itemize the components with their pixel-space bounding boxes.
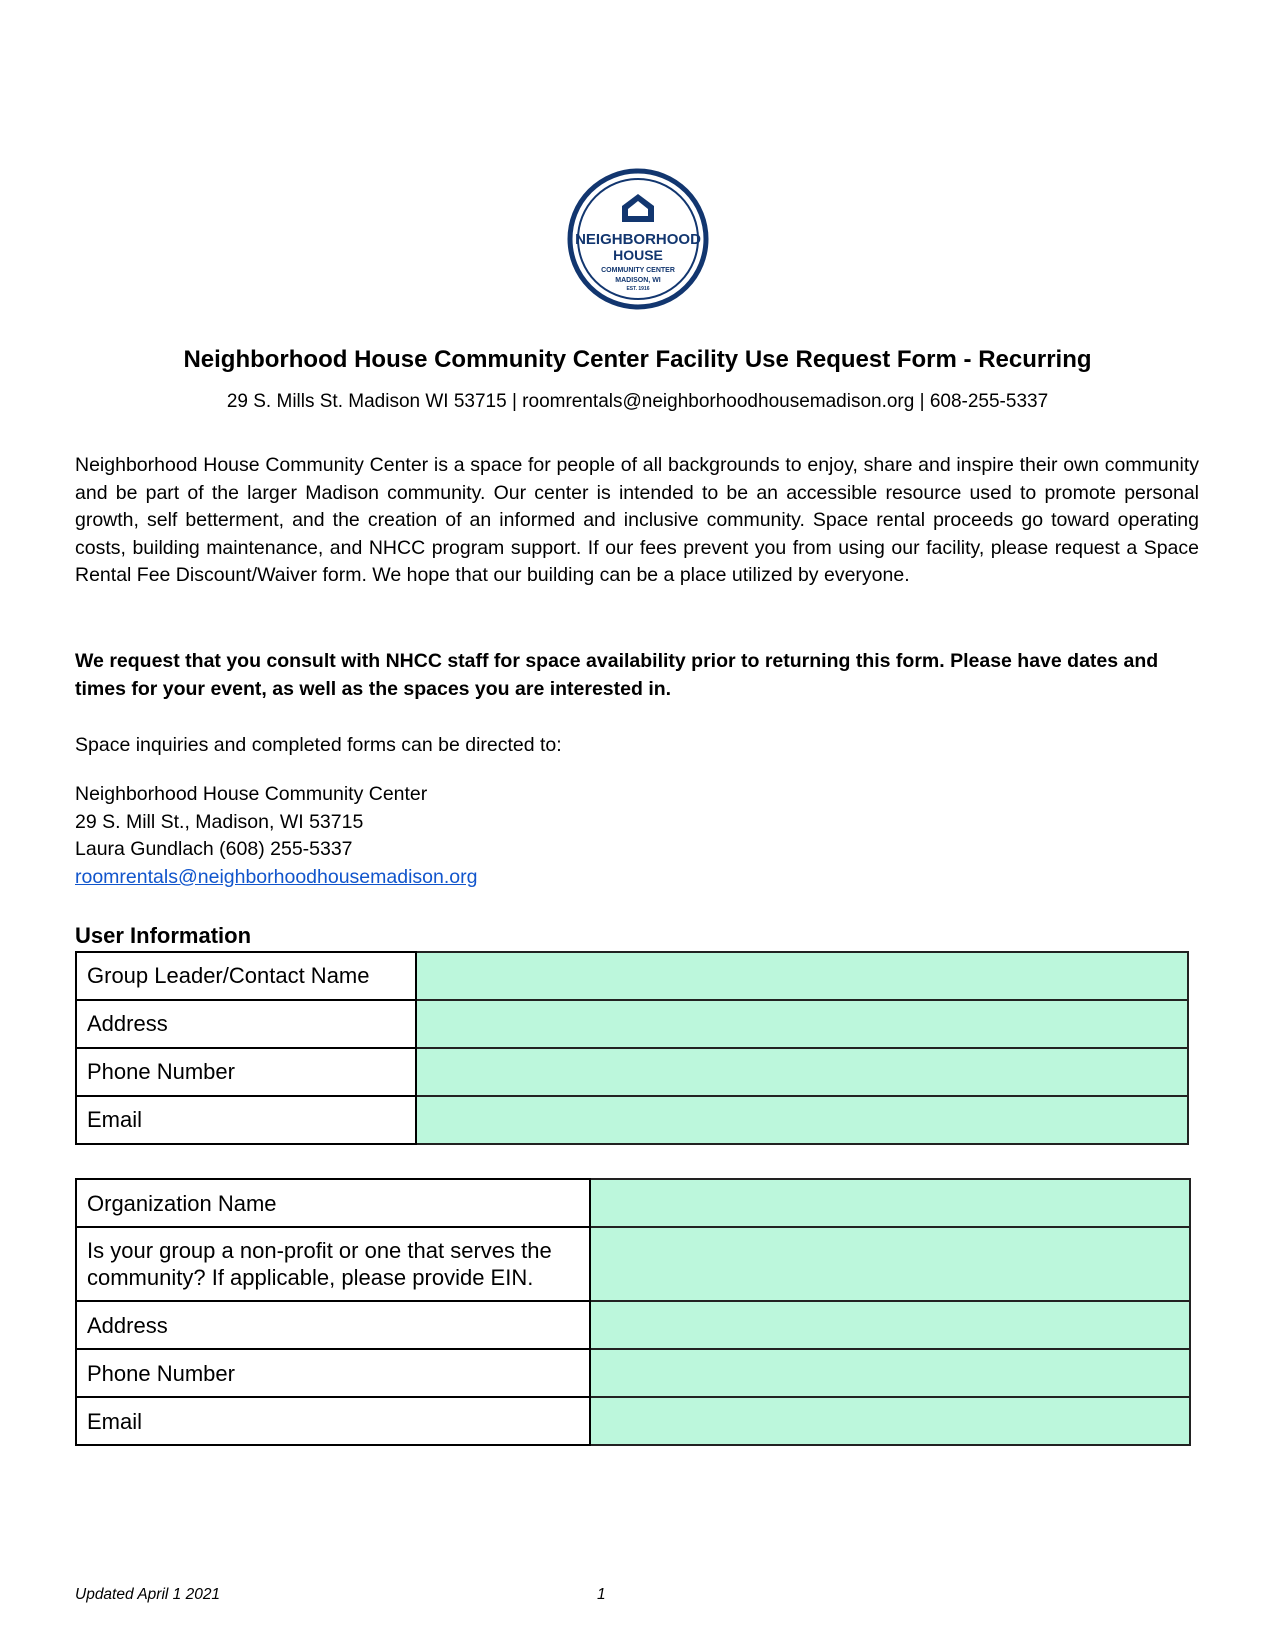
organization-name-field[interactable] [590, 1179, 1190, 1227]
field-label: Organization Name [76, 1179, 590, 1227]
logo-line4: MADISON, WI [615, 277, 661, 284]
org-phone-field[interactable] [590, 1349, 1190, 1397]
org-address-field[interactable] [590, 1301, 1190, 1349]
field-label: Phone Number [76, 1048, 416, 1096]
form-subtitle: 29 S. Mills St. Madison WI 53715 | roomrentals@neighborhoodhousemadison.org | 608-255-5337 [226, 391, 1049, 412]
inquiries-text: Space inquiries and completed forms can be directed to: [75, 734, 562, 756]
table-row [76, 1349, 1190, 1397]
user-info-table [75, 951, 1189, 1145]
logo-line3: COMMUNITY CENTER [601, 267, 675, 274]
table-row [76, 1048, 1188, 1096]
email-field[interactable] [416, 1096, 1188, 1144]
address-field[interactable] [416, 1000, 1188, 1048]
table-row [76, 952, 1188, 1000]
table-row [76, 1397, 1190, 1445]
field-label: Address [76, 1000, 416, 1048]
field-label: Email [76, 1397, 590, 1445]
footer-updated: Updated April 1 2021 [75, 1586, 221, 1603]
field-label: Address [76, 1301, 590, 1349]
contact-address: 29 S. Mill St., Madison, WI 53715 [75, 810, 364, 833]
page-number: 1 [597, 1586, 606, 1603]
notice-paragraph: We request that you consult with NHCC staff for space availability prior to returning this form. Please have dates and times for your event, as well as the spaces you are interested in. [75, 650, 1159, 700]
form-title: Neighborhood House Community Center Facility Use Request Form - Recurring [183, 346, 1092, 373]
user-info-title: User Information [75, 923, 252, 948]
table-row [76, 1301, 1190, 1349]
table-row [76, 1179, 1190, 1227]
contact-person: Laura Gundlach (608) 255-5337 [75, 838, 353, 861]
org-email-field[interactable] [590, 1397, 1190, 1445]
table-row [76, 1000, 1188, 1048]
table-row [76, 1096, 1188, 1144]
intro-paragraph: Neighborhood House Community Center is a space for people of all backgrounds to enjoy, share and inspire their own community and be part of the larger Madison community. Our center is intended to be an accessible resource used to promote personal growth, self betterment, and the creation of an informed and inclusive community. Space rental proceeds go toward operating costs, building maintenance, and NHCC program support. If our fees prevent you from using our facility, please request a Space Rental Fee Discount/Waiver form. We hope that our building can be a place utilized by everyone. [75, 454, 1199, 587]
logo-line2: HOUSE [613, 247, 663, 263]
contact-email-link[interactable]: roomrentals@neighborhoodhousemadison.org [75, 865, 478, 888]
logo-line1: NEIGHBORHOOD [575, 231, 701, 248]
field-label: Phone Number [76, 1349, 590, 1397]
logo-line5: EST. 1916 [626, 286, 650, 292]
contact-block [75, 781, 477, 891]
field-label: Email [76, 1096, 416, 1144]
field-label: Is your group a non-profit or one that serves the community? If applicable, please provide EIN. [76, 1227, 590, 1301]
field-label: Group Leader/Contact Name [76, 952, 416, 1000]
nonprofit-ein-field[interactable] [590, 1227, 1190, 1301]
contact-name: Neighborhood House Community Center [75, 783, 428, 805]
nhcc-logo [567, 168, 709, 310]
phone-field[interactable] [416, 1048, 1188, 1096]
organization-info-table [75, 1178, 1191, 1446]
contact-name-field[interactable] [416, 952, 1188, 1000]
table-row [76, 1227, 1190, 1301]
